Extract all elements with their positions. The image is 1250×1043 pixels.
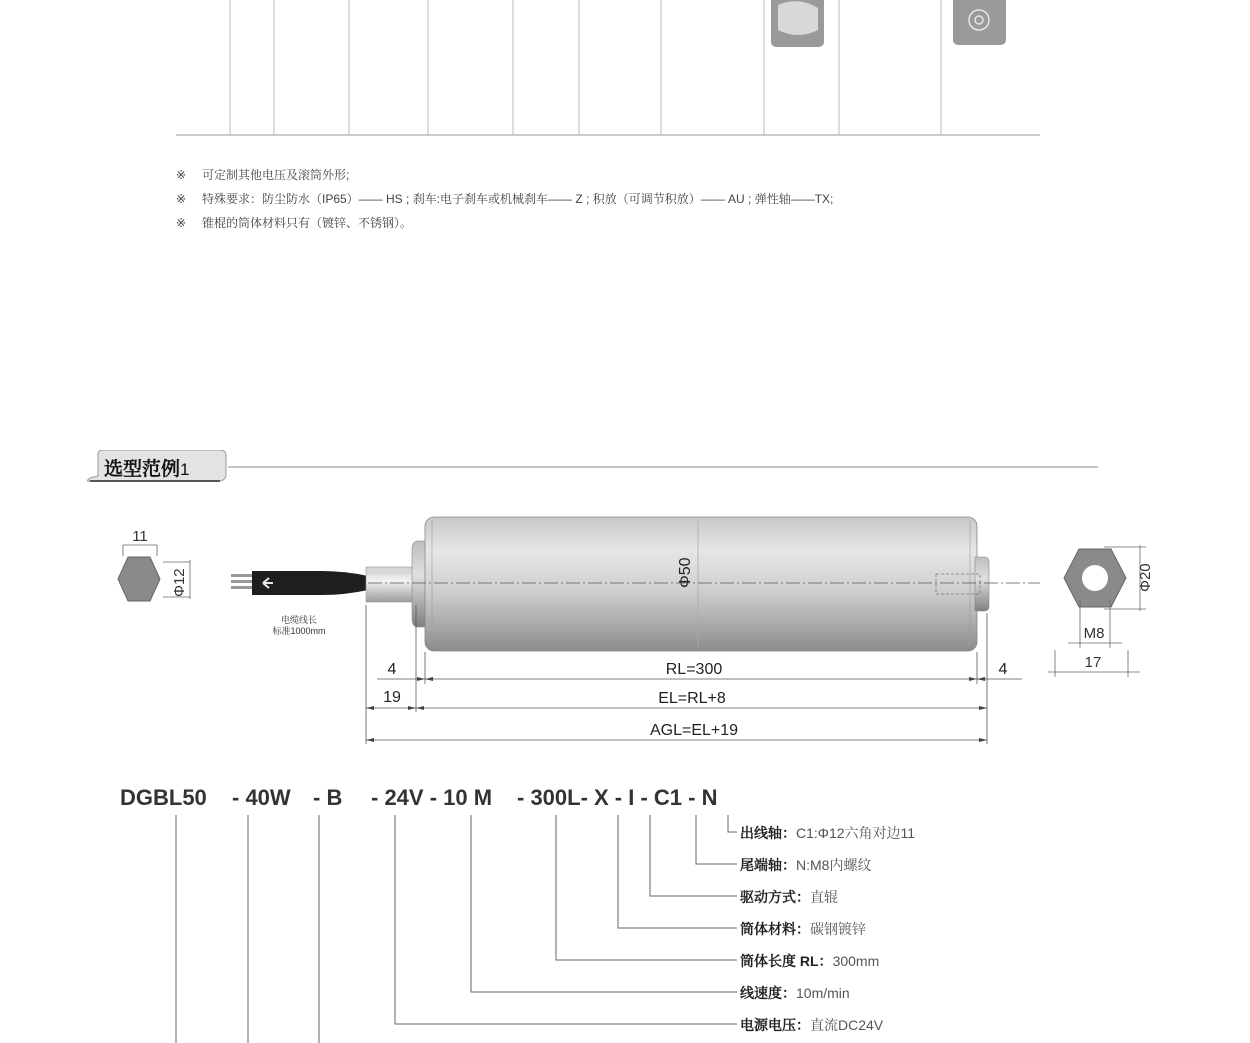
dim-19: 19 [383, 689, 401, 706]
note-text: 可定制其他电压及滚筒外形; [202, 168, 350, 182]
section-header [86, 450, 1101, 484]
end-width-label: 17 [1084, 654, 1102, 671]
note-mark: ※ [176, 192, 187, 206]
spec-value: 10m/min [796, 985, 850, 1001]
dim-right-4: 4 [998, 661, 1008, 678]
roller-tube [425, 517, 977, 651]
note-mark: ※ [176, 216, 187, 230]
model-code-part-3: - B [313, 785, 343, 810]
spec-value: C1:Φ12六角对边11 [796, 825, 916, 841]
spec-table-fragment [0, 0, 1250, 140]
spec-value: 300mm [832, 953, 880, 969]
dim-rl: RL=300 [665, 661, 723, 678]
spec-value: 直辊 [810, 889, 838, 905]
spec-value: N:M8内螺纹 [796, 857, 872, 873]
cable-length-standard: 标准1000mm [272, 626, 326, 636]
hex-width-label: 11 [132, 528, 148, 545]
section-title: 选型范例 [104, 459, 181, 480]
cable-length-label: 电缆线长 [280, 615, 318, 625]
dim-left-4: 4 [387, 661, 397, 678]
model-code-part-5: - 300L- X - I - C1 - N [517, 785, 718, 810]
end-dia-label: Φ20 [1137, 563, 1154, 592]
spec-value: 碳钢镀锌 [810, 921, 866, 937]
spec-voltage [740, 1015, 883, 1035]
spec-label: 电源电压： [740, 1017, 810, 1033]
cable [231, 571, 368, 595]
spec-value: 直流DC24V [810, 1017, 884, 1033]
tube-dia-label: Φ50 [677, 557, 694, 588]
section-number: 1 [180, 460, 190, 479]
spec-label: 线速度： [740, 985, 796, 1001]
spec-label: 筒体长度 RL： [740, 953, 833, 969]
note-3 [176, 214, 412, 231]
model-code-part-2: - 40W [232, 785, 291, 810]
section-tab-shape [86, 450, 1101, 484]
dim-el: EL=RL+8 [658, 690, 726, 707]
note-2 [176, 190, 833, 207]
m8-shaft-end-view [1048, 545, 1154, 677]
hex-dia-label: Φ12 [171, 568, 188, 597]
spec-label: 筒体材料： [740, 921, 810, 937]
thread-label: M8 [1083, 625, 1105, 642]
spec-drive-mode [740, 887, 838, 907]
spec-tail-shaft [740, 855, 871, 875]
spec-output-shaft [740, 823, 915, 843]
hex-shaft-end-view [118, 528, 190, 601]
leader-lines [0, 800, 1250, 1043]
note-mark: ※ [176, 168, 187, 182]
spec-line-speed [740, 983, 850, 1003]
spec-label: 尾端轴： [740, 857, 796, 873]
model-code-part-1: DGBL50 [120, 785, 207, 810]
roller-thumbnail-2 [953, 0, 1006, 45]
spec-tube-material [740, 919, 866, 939]
model-code-part-4: - 24V - 10 M [371, 785, 493, 810]
note-text: 锥棍的筒体材料只有（镀锌、不锈钢）。 [202, 216, 413, 230]
note-text: 特殊要求：防尘防水（IP65）—— HS ; 刹车:电子刹车或机械刹车—— Z ; 积放（可调节积放）—— AU ; 弹性轴——TX; [202, 192, 834, 206]
roller-technical-drawing [0, 500, 1250, 760]
dim-agl: AGL=EL+19 [649, 722, 739, 739]
note-1 [176, 166, 349, 183]
spec-label: 驱动方式： [740, 889, 810, 905]
spec-label: 出线轴： [740, 825, 796, 841]
left-shaft [366, 567, 416, 602]
spec-tube-length [740, 951, 879, 971]
right-end-cap [975, 557, 989, 611]
